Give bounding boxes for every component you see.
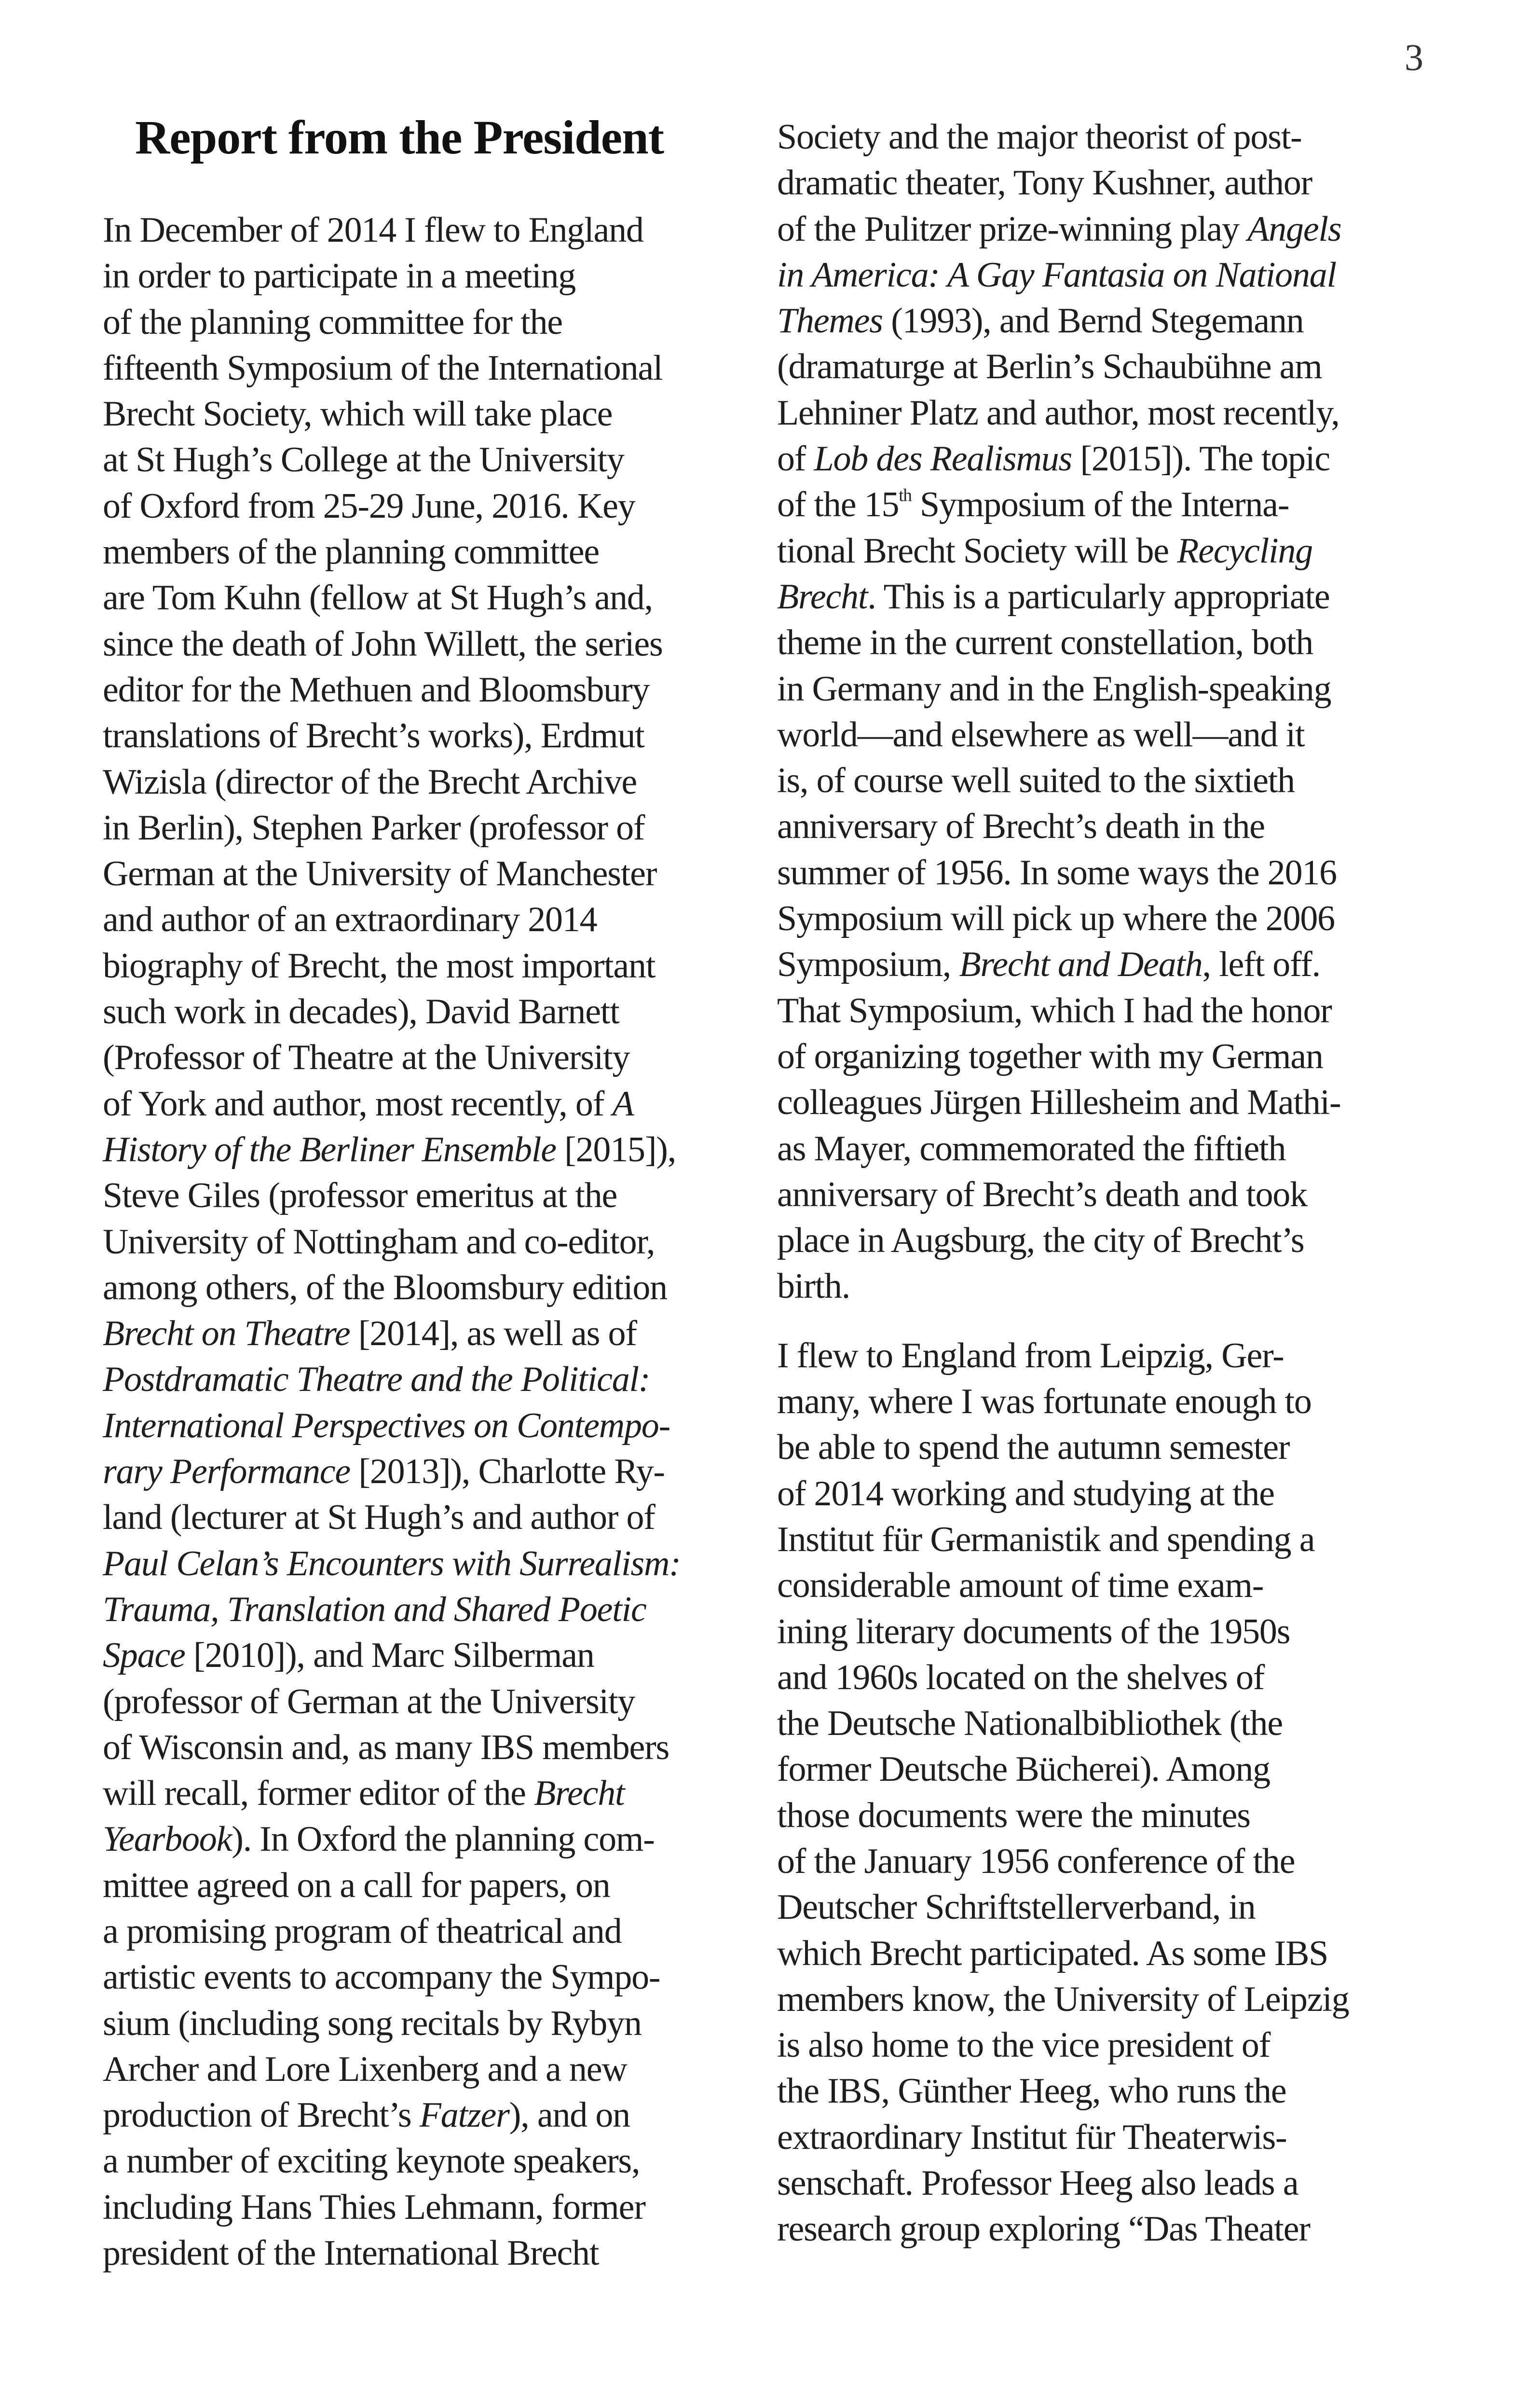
text-run: senschaft. Professor Heeg also leads a [777, 2163, 1298, 2203]
text-run: of 2014 working and studying at the [777, 1473, 1274, 1514]
text-run: ), and on [509, 2095, 630, 2135]
text-line [777, 988, 1443, 1034]
text-run: summer of 1956. In some ways the 2016 [777, 853, 1337, 893]
italic-title-text: Angels [1247, 209, 1341, 249]
text-line [103, 943, 768, 989]
text-line [777, 1517, 1443, 1563]
text-line [777, 574, 1443, 620]
text-run: (Professor of Theatre at the University [103, 1038, 630, 1078]
text-line [777, 1379, 1443, 1425]
paragraph-leipzig [777, 1333, 1443, 2253]
italic-title-text: Trauma, Translation and Shared Poetic [103, 1589, 646, 1629]
text-line [103, 1771, 768, 1816]
italic-title-text: Postdramatic Theatre and the Political: [103, 1360, 650, 1400]
text-line [103, 989, 768, 1035]
text-run: Archer and Lore Lixenberg and a new [103, 2049, 627, 2089]
text-run: and 1960s located on the shelves of [777, 1657, 1265, 1697]
text-run: world—and elsewhere as well—and it [777, 715, 1305, 755]
text-run: Symposium, [777, 945, 959, 985]
text-line [777, 1655, 1443, 1701]
text-run: translations of Brecht’s works), Erdmut [103, 716, 644, 756]
text-line [777, 1333, 1443, 1379]
text-run: sium (including song recitals by Rybyn [103, 2003, 642, 2043]
text-line [777, 1126, 1443, 1172]
article-title: Report from the President [135, 110, 664, 164]
text-line [103, 1863, 768, 1909]
text-run: [2013]), Charlotte Ry- [350, 1452, 665, 1492]
text-line [103, 759, 768, 805]
text-run: (professor of German at the University [103, 1681, 635, 1721]
text-line [103, 713, 768, 759]
text-line [777, 528, 1443, 574]
text-run: the IBS, Günther Heeg, who runs the [777, 2071, 1286, 2111]
text-line [777, 1609, 1443, 1655]
text-run: That Symposium, which I had the honor [777, 991, 1332, 1031]
text-run: University of Nottingham and co-editor, [103, 1222, 655, 1262]
text-run: will recall, former editor of the [103, 1774, 534, 1814]
text-run: in Berlin), Stephen Parker (professor of [103, 808, 645, 848]
text-run: as Mayer, commemorated the fiftieth [777, 1128, 1286, 1169]
text-line [777, 1218, 1443, 1264]
text-line [777, 1931, 1443, 1977]
text-run: biography of Brecht, the most important [103, 946, 656, 986]
text-line [103, 483, 768, 529]
text-run: In December of 2014 I flew to England [103, 210, 643, 250]
text-run: of the Pulitzer prize-winning play [777, 209, 1248, 249]
text-run: of organizing together with my German [777, 1036, 1323, 1076]
text-run: editor for the Methuen and Bloomsbury [103, 670, 650, 710]
text-run: a number of exciting keynote speakers, [103, 2141, 640, 2181]
text-line [777, 620, 1443, 666]
text-line [777, 1034, 1443, 1080]
italic-title-text: Brecht and Death [959, 945, 1202, 985]
italic-title-text: Recycling [1177, 531, 1313, 571]
text-line [103, 897, 768, 943]
text-line [777, 436, 1443, 482]
text-run: in order to participate in a meeting [103, 256, 576, 296]
text-run: of [777, 439, 814, 479]
text-run: of York and author, most recently, of [103, 1084, 613, 1124]
text-run: such work in decades), David Barnett [103, 992, 619, 1032]
text-line [103, 1219, 768, 1265]
text-run: of the planning committee for the [103, 302, 562, 342]
text-line [777, 344, 1443, 390]
text-run: theme in the current constellation, both [777, 623, 1313, 663]
text-line [103, 1081, 768, 1127]
italic-title-text: Lob des Realismus [814, 439, 1072, 479]
text-line [103, 1311, 768, 1357]
text-line [777, 114, 1443, 160]
italic-title-text: A [612, 1084, 634, 1124]
text-run: is also home to the vice president of [777, 2025, 1270, 2065]
text-line [777, 252, 1443, 298]
text-run: Deutscher Schriftstellerverband, in [777, 1887, 1256, 1927]
text-line [777, 1977, 1443, 2023]
text-line [103, 2138, 768, 2184]
ordinal-suffix: th [899, 485, 912, 506]
text-line [103, 391, 768, 437]
text-run: tional Brecht Society will be [777, 531, 1177, 571]
text-line [103, 1357, 768, 1403]
text-line [103, 345, 768, 391]
text-line [103, 529, 768, 575]
text-run: members know, the University of Leipzig [777, 1979, 1349, 2019]
text-line [103, 1495, 768, 1541]
text-run: Symposium will pick up where the 2006 [777, 899, 1335, 939]
text-line [777, 1885, 1443, 1930]
text-line [103, 2001, 768, 2047]
text-line [103, 1127, 768, 1173]
text-run: those documents were the minutes [777, 1795, 1250, 1835]
text-run: ining literary documents of the 1950s [777, 1611, 1290, 1651]
text-run: fifteenth Symposium of the International [103, 348, 663, 388]
text-run: German at the University of Manchester [103, 854, 657, 894]
text-run: artistic events to accompany the Sympo- [103, 1957, 660, 1997]
text-line [103, 253, 768, 299]
text-line [777, 712, 1443, 758]
text-line [103, 1633, 768, 1679]
text-run: I flew to England from Leipzig, Ger- [777, 1335, 1284, 1376]
text-line [103, 1587, 768, 1633]
text-line [777, 1080, 1443, 1126]
text-line [777, 298, 1443, 344]
text-line [777, 2160, 1443, 2206]
text-line [103, 2185, 768, 2230]
text-line [103, 1173, 768, 1219]
italic-title-text: Paul Celan’s Encounters with Surrealism: [103, 1543, 681, 1583]
text-line [777, 1264, 1443, 1309]
text-run: [2015]), [556, 1129, 676, 1170]
text-run: of Wisconsin and, as many IBS members [103, 1727, 669, 1767]
text-line [103, 575, 768, 621]
text-line [103, 2047, 768, 2092]
text-line [777, 1471, 1443, 1517]
text-run: production of Brecht’s [103, 2095, 420, 2135]
text-line [103, 437, 768, 483]
text-run: colleagues Jürgen Hillesheim and Mathi- [777, 1083, 1341, 1123]
text-run: of the 15 [777, 485, 899, 525]
italic-title-text: Brecht on Theatre [103, 1314, 350, 1354]
text-line [777, 482, 1443, 528]
text-run: is, of course well suited to the sixtieth [777, 761, 1295, 801]
text-run: president of the International Brecht [103, 2233, 599, 2273]
text-run: anniversary of Brecht’s death and took [777, 1174, 1307, 1214]
text-run: [2014], as well as of [350, 1314, 637, 1354]
text-run: among others, of the Bloomsbury edition [103, 1267, 667, 1307]
text-line [777, 804, 1443, 850]
text-run: since the death of John Willett, the series [103, 624, 663, 664]
text-line [777, 850, 1443, 896]
italic-title-text: Space [103, 1636, 185, 1676]
italic-title-text: Fatzer [419, 2095, 509, 2135]
text-run: Steve Giles (professor emeritus at the [103, 1176, 617, 1216]
text-run: mittee agreed on a call for papers, on [103, 1865, 610, 1905]
text-line [777, 2068, 1443, 2114]
text-run: , left off. [1202, 945, 1320, 985]
text-run: [2015]). The topic [1072, 439, 1330, 479]
text-line [103, 1679, 768, 1725]
text-run: Society and the major theorist of post- [777, 117, 1302, 157]
text-line [103, 805, 768, 851]
text-run: Brecht Society, which will take place [103, 394, 613, 434]
paragraph-symposium-topic [777, 114, 1443, 1310]
text-line [103, 667, 768, 713]
paragraph-gap [777, 1310, 1443, 1333]
text-run: Symposium of the Interna- [911, 485, 1289, 525]
text-line [103, 2230, 768, 2276]
text-line [777, 1793, 1443, 1839]
text-run: and author of an extraordinary 2014 [103, 900, 597, 940]
text-line [103, 1954, 768, 2000]
text-line [103, 1541, 768, 1587]
text-run: are Tom Kuhn (fellow at St Hugh’s and, [103, 578, 653, 618]
text-run: a promising program of theatrical and [103, 1911, 622, 1951]
text-run: place in Augsburg, the city of Brecht’s [777, 1221, 1304, 1261]
text-line [777, 1563, 1443, 1609]
text-line [103, 1035, 768, 1081]
italic-title-text: International Perspectives on Contempo- [103, 1405, 670, 1445]
text-line [103, 1725, 768, 1771]
text-line [103, 1265, 768, 1311]
text-line [777, 758, 1443, 804]
italic-title-text: rary Performance [103, 1452, 351, 1492]
text-line [777, 1172, 1443, 1218]
text-line [777, 2023, 1443, 2068]
text-run: [2010]), and Marc Silberman [185, 1636, 594, 1676]
text-run: birth. [777, 1266, 850, 1307]
italic-title-text: Themes [777, 301, 883, 341]
text-line [777, 1701, 1443, 1747]
text-run: (1993), and Bernd Stegemann [882, 301, 1304, 341]
text-run: extraordinary Institut für Theaterwis- [777, 2117, 1287, 2157]
text-run: ). In Oxford the planning com- [232, 1819, 655, 1859]
text-run: including Hans Thies Lehmann, former [103, 2187, 645, 2227]
text-run: (dramaturge at Berlin’s Schaubühne am [777, 347, 1322, 387]
italic-title-text: Brecht [534, 1774, 625, 1814]
text-line [777, 896, 1443, 942]
text-line [777, 942, 1443, 988]
text-run: Wizisla (director of the Brecht Archive [103, 762, 637, 802]
right-column [777, 114, 1443, 2253]
text-line [777, 1839, 1443, 1885]
text-run: in Germany and in the English-speaking [777, 669, 1331, 709]
text-line [103, 207, 768, 253]
italic-title-text: Yearbook [103, 1819, 232, 1859]
text-run: research group exploring “Das Theater [777, 2209, 1310, 2249]
text-run: Institut für Germanistik and spending a [777, 1519, 1315, 1559]
text-run: many, where I was fortunate enough to [777, 1382, 1311, 1422]
text-line [777, 160, 1443, 206]
text-line [777, 666, 1443, 712]
text-line [777, 390, 1443, 436]
text-run: dramatic theater, Tony Kushner, author [777, 163, 1312, 203]
text-run: . This is a particularly appropriate [867, 577, 1330, 617]
text-line [103, 1449, 768, 1495]
italic-title-text: History of the Berliner Ensemble [103, 1129, 556, 1170]
text-line [103, 1909, 768, 1954]
text-line [103, 851, 768, 897]
italic-title-text: Brecht [777, 577, 868, 617]
text-line [103, 1403, 768, 1449]
text-line [777, 2206, 1443, 2252]
text-run: of the January 1956 conference of the [777, 1841, 1295, 1881]
page-number: 3 [1405, 36, 1423, 78]
text-line [103, 621, 768, 667]
text-line [777, 206, 1443, 252]
text-run: at St Hugh’s College at the University [103, 440, 624, 480]
text-line [103, 1816, 768, 1862]
text-run: anniversary of Brecht’s death in the [777, 807, 1265, 847]
text-run: former Deutsche Bücherei). Among [777, 1749, 1270, 1789]
text-run: Lehniner Platz and author, most recently, [777, 393, 1339, 433]
text-line [777, 2115, 1443, 2160]
text-run: the Deutsche Nationalbibliothek (the [777, 1704, 1283, 1744]
text-run: land (lecturer at St Hugh’s and author of [103, 1498, 655, 1538]
text-run: considerable amount of time exam- [777, 1566, 1264, 1606]
text-line [103, 300, 768, 345]
left-column [103, 207, 768, 2276]
text-line [777, 1425, 1443, 1471]
italic-title-text: in America: A Gay Fantasia on National [777, 255, 1336, 295]
text-line [103, 2092, 768, 2138]
text-run: members of the planning committee [103, 532, 599, 572]
text-run: of Oxford from 25-29 June, 2016. Key [103, 486, 635, 526]
text-run: be able to spend the autumn semester [777, 1428, 1290, 1468]
text-run: which Brecht participated. As some IBS [777, 1933, 1328, 1973]
text-line [777, 1747, 1443, 1792]
